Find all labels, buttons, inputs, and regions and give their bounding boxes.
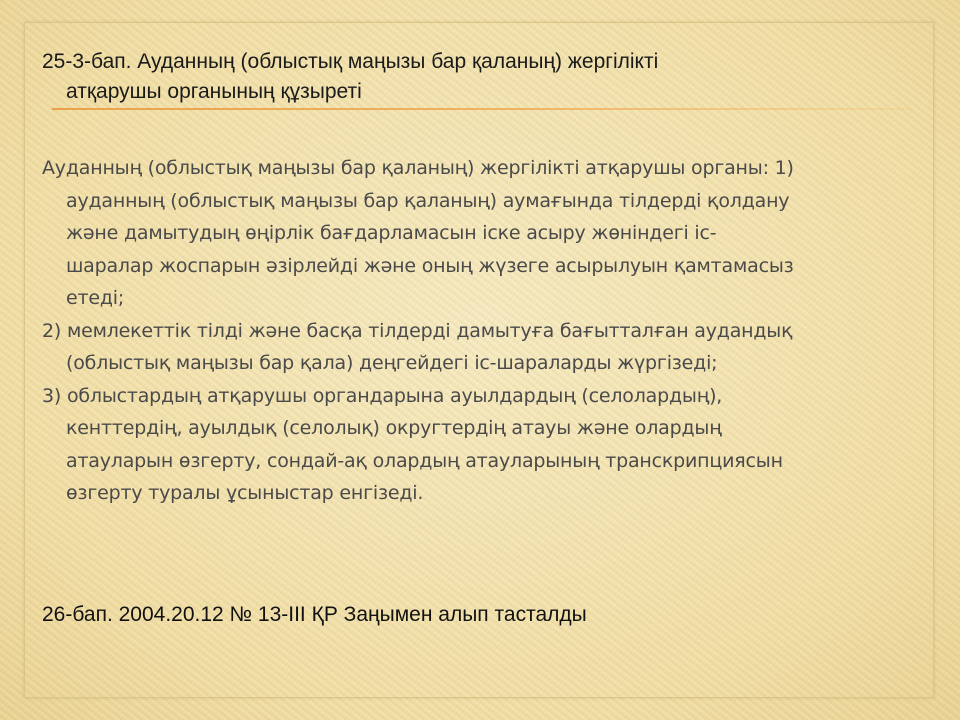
list-item-3-line: 3) облыстардың атқарушы органдарына ауылдардың (селолардың),	[42, 384, 723, 407]
paragraph-1	[42, 152, 938, 315]
list-item-2-line: 2) мемлекеттік тілді және басқа тілдерді дамытуға бағытталған аудандық	[42, 319, 793, 342]
list-item-3-line: кенттердің, ауылдық (селолық) округтердің атауы және олардың	[66, 417, 722, 439]
slide-title-line-2: атқарушы органының құзыреті	[66, 80, 362, 103]
slide-body	[42, 152, 938, 510]
paragraph-1-line: ауданның (облыстық маңызы бар қаланың) аумағында тілдерді қолдану	[66, 189, 790, 212]
paragraph-1-line: Ауданның (облыстық маңызы бар қаланың) жергілікті атқарушы органы: 1)	[42, 157, 794, 179]
slide-title-line-1: 25-3-бап. Ауданның (облыстық маңызы бар қаланың) жергілікті	[42, 50, 659, 73]
slide-title	[42, 47, 922, 107]
list-item-3-line: атауларын өзгерту, сондай-ақ олардың атауларының транскрипциясын	[66, 449, 783, 472]
paragraph-1-line: етеді;	[66, 287, 125, 309]
list-item-3	[42, 380, 938, 510]
list-item-3-line: өзгерту туралы ұсыныстар енгізеді.	[66, 482, 424, 504]
paragraph-1-line: және дамытудың өңірлік бағдарламасын іске асыру жөніндегі іс-	[66, 222, 717, 244]
paragraph-1-line: шаралар жоспарын әзірлейді және оның жүзеге асырылуын қамтамасыз	[66, 254, 794, 277]
list-item-2	[42, 315, 938, 380]
footer-note: 26-бап. 2004.20.12 № 13-III ҚР Заңымен алып тасталды	[42, 603, 587, 626]
title-underline	[52, 108, 912, 110]
list-item-2-line: (облыстық маңызы бар қала) деңгейдегі іс-шараларды жүргізеді;	[66, 352, 718, 374]
